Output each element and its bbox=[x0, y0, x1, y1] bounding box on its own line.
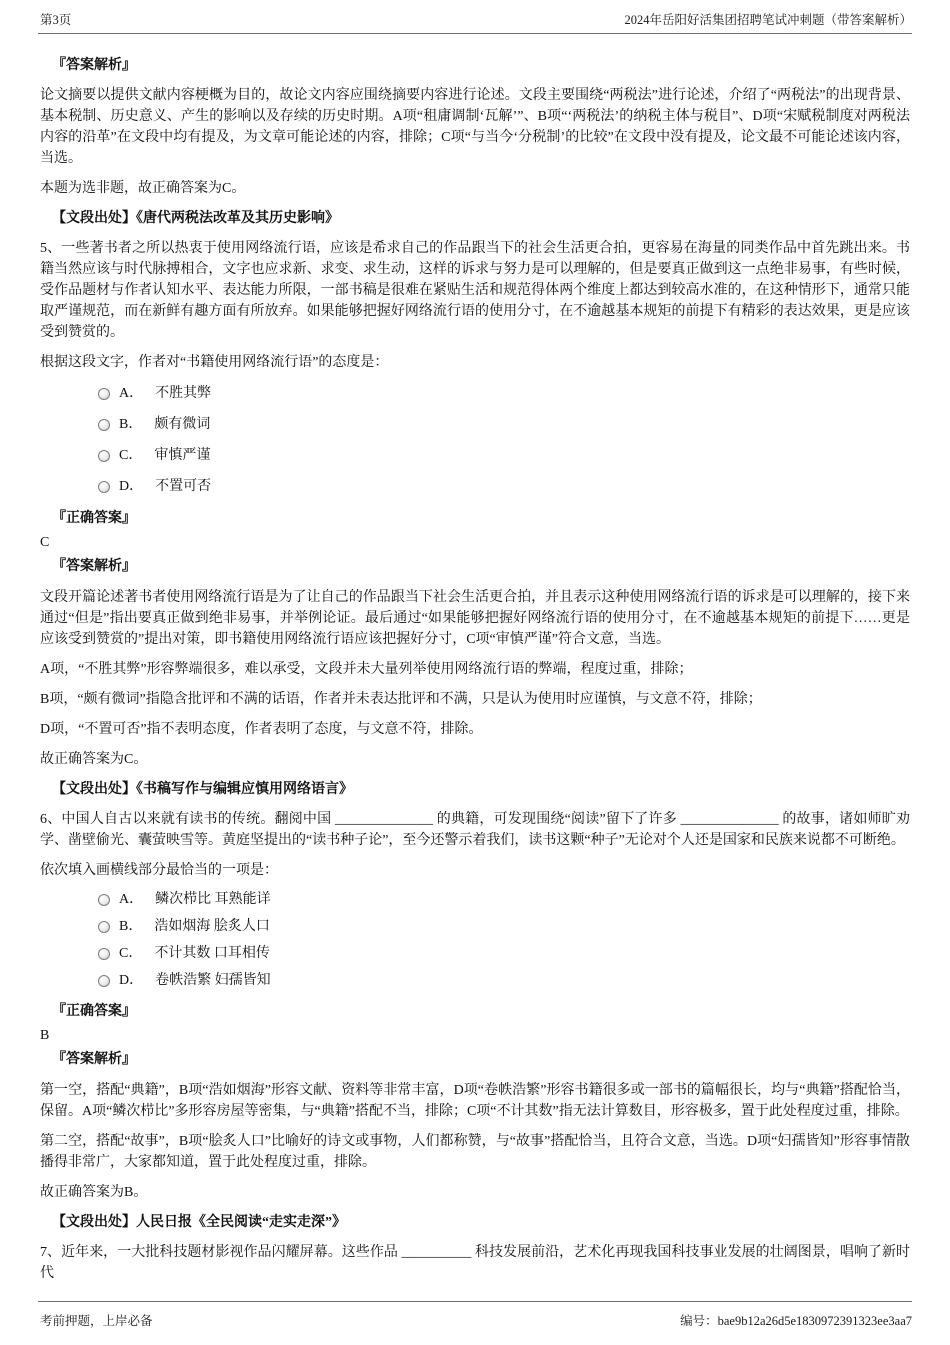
q6-answer-block bbox=[40, 1001, 910, 1070]
option-letter: A． bbox=[119, 892, 144, 907]
q5-analysis-p1: 文段开篇论述著书者使用网络流行语是为了让自己的作品跟当下社会生活更合拍，并且表示这种使用网络流行语的诉求是可以理解的，接下来通过“但是”指出要真正做到绝非易事，并举例论证。最后通过“如果能够把握好网络流行语的使用分寸，在不逾越基本规矩的前提下……更是应该受到赞赏的”提出对策，即书籍使用网络流行语应该把握好分寸，C项“审慎严谨”符合文意，当选。 bbox=[40, 590, 910, 647]
radio-button-icon[interactable] bbox=[98, 450, 110, 462]
q7-stem: 7、近年来，一大批科技题材影视作品闪耀屏幕。这些作品 __________ 科技发展前沿，艺术化再现我国科技事业发展的壮阔图景，唱响了新时代 bbox=[40, 1245, 910, 1281]
radio-button-icon[interactable] bbox=[98, 388, 110, 400]
option-letter: D． bbox=[119, 973, 144, 988]
option-text: 浩如烟海 脍炙人口 bbox=[154, 919, 270, 934]
option-text: 审慎严谨 bbox=[154, 448, 211, 463]
q5-source: 【文段出处】《书稿写作与编辑应慎用网络语言》 bbox=[52, 782, 353, 797]
option-text: 不计其数 口耳相传 bbox=[154, 946, 270, 961]
page-header bbox=[40, 10, 912, 28]
option-letter: A． bbox=[119, 386, 144, 401]
option-letter: C． bbox=[119, 946, 143, 961]
option-text: 鳞次栉比 耳熟能详 bbox=[155, 892, 271, 907]
q5-correct-value: C bbox=[40, 535, 50, 550]
footer-serial bbox=[680, 1311, 912, 1329]
document-content bbox=[40, 46, 910, 1293]
q6-option-a[interactable] bbox=[98, 890, 910, 910]
q5-analysis-p4: D项，“不置可否”指不表明态度，作者表明了态度，与文意不符，排除。 bbox=[40, 722, 483, 737]
q5-analysis-label: 『答案解析』 bbox=[52, 559, 136, 574]
q5-correct-label: 『正确答案』 bbox=[52, 511, 136, 526]
radio-button-icon[interactable] bbox=[98, 948, 110, 960]
prev-conclusion: 本题为选非题，故正确答案为C。 bbox=[40, 181, 246, 196]
option-text: 不置可否 bbox=[155, 479, 212, 494]
q6-option-c[interactable] bbox=[98, 944, 910, 964]
q6-option-b[interactable] bbox=[98, 917, 910, 937]
q6-source: 【文段出处】人民日报《全民阅读“走实走深”》 bbox=[52, 1215, 346, 1230]
q5-option-a[interactable] bbox=[98, 384, 910, 404]
q5-option-b[interactable] bbox=[98, 415, 910, 435]
q5-stem: 5、一些著书者之所以热衷于使用网络流行语，应该是希求自己的作品跟当下的社会生活更合拍，更容易在海量的同类作品中首先跳出来。书籍当然应该与时代脉搏相合，文字也应求新、求变、求生动，这样的诉求与努力是可以理解的，但是要真正做到这一点绝非易事，有些时候，受作品题材与作者认知水平、表达能力所限，一部书稿是很难在紧贴生活和规范得体两个维度上都达到较高水准的，在这种情形下，通常只能取严谨规范，而在新鲜有趣方面有所放弃。如果能够把握好网络流行语的使用分寸，在不逾越基本规矩的前提下有精彩的表达效果，更是应该受到赞赏的。 bbox=[40, 241, 910, 340]
q5-option-d[interactable] bbox=[98, 477, 910, 497]
q6-stem: 6、中国人自古以来就有读书的传统。翻阅中国 ______________ 的典籍，可发现围绕“阅读”留下了许多 ______________ 的故事，诸如师旷劝学、凿壁偷光、囊萤映雪等。黄庭坚提出的“读书种子论”，至今还警示着我们，读书这颗“种子”无论对个人还是国家和民族来说都不可断绝。 bbox=[40, 812, 910, 848]
q5-option-c[interactable] bbox=[98, 446, 910, 466]
q6-analysis-p1: 第一空，搭配“典籍”，B项“浩如烟海”形容文献、资料等非常丰富，D项“卷帙浩繁”形容书籍很多或一部书的篇幅很长，均与“典籍”搭配恰当，保留。A项“鳞次栉比”多形容房屋等密集，与“典籍”搭配不当，排除；C项“不计其数”指无法计算数目，形容极多，置于此处程度过重，排除。 bbox=[40, 1083, 910, 1119]
page-number: 第3页 bbox=[40, 13, 72, 27]
q6-correct-label: 『正确答案』 bbox=[52, 1004, 136, 1019]
radio-button-icon[interactable] bbox=[98, 419, 110, 431]
option-text: 卷帙浩繁 妇孺皆知 bbox=[155, 973, 271, 988]
q5-question: 根据这段文字，作者对“书籍使用网络流行语”的态度是： bbox=[40, 355, 389, 370]
option-letter: C． bbox=[119, 448, 143, 463]
q5-analysis-p3: B项，“颇有微词”指隐含批评和不满的话语，作者并未表达批评和不满，只是认为使用时应谨慎，与文意不符，排除； bbox=[40, 692, 762, 707]
q5-options bbox=[98, 384, 910, 497]
page-footer-area bbox=[0, 1301, 950, 1345]
q6-analysis-p2: 第二空，搭配“故事”，B项“脍炙人口”比喻好的诗文或事物，人们都称赞，与“故事”搭配恰当，且符合文意，当选。D项“妇孺皆知”形容事情散播得非常广，大家都知道，置于此处程度过重，排除。 bbox=[40, 1134, 910, 1170]
q6-options bbox=[98, 890, 910, 991]
radio-button-icon[interactable] bbox=[98, 921, 110, 933]
footer-divider bbox=[38, 1301, 912, 1302]
option-text: 颇有微词 bbox=[154, 417, 211, 432]
footer-serial-code: bae9b12a26d5e1830972391323ee3aa7 bbox=[717, 1314, 912, 1328]
footer-serial-label: 编号： bbox=[680, 1314, 718, 1328]
q6-correct-value: B bbox=[40, 1028, 50, 1043]
option-letter: B． bbox=[119, 919, 143, 934]
page-footer bbox=[40, 1311, 912, 1329]
q6-conclusion: 故正确答案为B。 bbox=[40, 1185, 148, 1200]
radio-button-icon[interactable] bbox=[98, 894, 110, 906]
header-divider bbox=[38, 33, 912, 34]
option-letter: D． bbox=[119, 479, 144, 494]
footer-slogan: 考前押题，上岸必备 bbox=[40, 1314, 153, 1328]
prev-analysis-label: 『答案解析』 bbox=[52, 58, 136, 73]
q5-answer-block bbox=[40, 508, 910, 577]
q6-question: 依次填入画横线部分最恰当的一项是： bbox=[40, 863, 278, 878]
option-letter: B． bbox=[119, 417, 143, 432]
doc-title: 2024年岳阳好活集团招聘笔试冲刺题（带答案解析） bbox=[624, 13, 912, 27]
q6-analysis-label: 『答案解析』 bbox=[52, 1052, 136, 1067]
prev-source: 【文段出处】《唐代两税法改革及其历史影响》 bbox=[52, 211, 339, 226]
radio-button-icon[interactable] bbox=[98, 975, 110, 987]
q6-option-d[interactable] bbox=[98, 971, 910, 991]
q5-analysis-p2: A项，“不胜其弊”形容弊端很多，难以承受，文段并未大量列举使用网络流行语的弊端，程度过重，排除； bbox=[40, 662, 693, 677]
radio-button-icon[interactable] bbox=[98, 481, 110, 493]
prev-analysis-text: 论文摘要以提供文献内容梗概为目的，故论文内容应围绕摘要内容进行论述。文段主要围绕“两税法”进行论述，介绍了“两税法”的出现背景、基本税制、历史意义、产生的影响以及存续的历史时期。A项“租庸调制‘瓦解’”、B项“‘两税法’的纳税主体与税目”、D项“宋赋税制度对两税法内容的沿革”在文段中均有提及，为文章可能论述的内容，排除；C项“与当今‘分税制’的比较”在文段中没有提及，论文最不可能论述该内容，当选。 bbox=[40, 88, 910, 166]
q5-conclusion: 故正确答案为C。 bbox=[40, 752, 148, 767]
option-text: 不胜其弊 bbox=[155, 386, 212, 401]
